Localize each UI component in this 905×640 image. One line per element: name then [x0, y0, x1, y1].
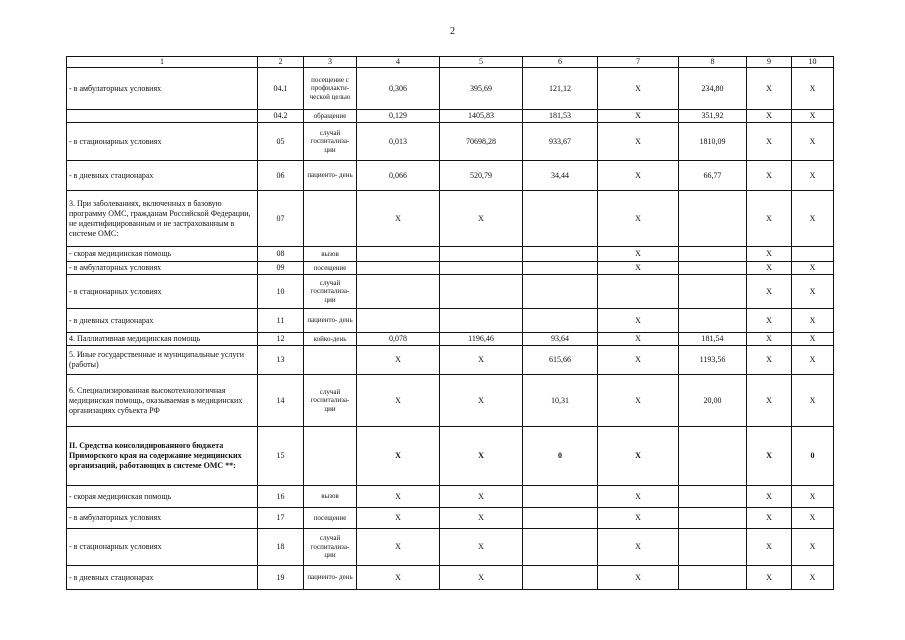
header-cell: 7	[598, 57, 679, 68]
value-cell	[679, 262, 747, 275]
value-cell: 18	[258, 529, 304, 566]
value-cell: X	[747, 309, 792, 333]
table-row	[67, 191, 834, 247]
value-cell: X	[357, 486, 440, 508]
value-cell: X	[747, 375, 792, 427]
value-cell: X	[792, 123, 834, 161]
unit-cell: случай госпитализа- ции	[304, 275, 357, 309]
value-cell: 1193,56	[679, 346, 747, 375]
value-cell: X	[440, 566, 523, 590]
value-cell	[679, 508, 747, 529]
value-cell	[679, 191, 747, 247]
value-cell: 11	[258, 309, 304, 333]
table-row	[67, 68, 834, 110]
value-cell	[523, 247, 598, 262]
row-label-cell: - в стационарных условиях	[67, 529, 258, 566]
value-cell: X	[747, 486, 792, 508]
value-cell: 0,129	[357, 110, 440, 123]
table-row	[67, 309, 834, 333]
table-row	[67, 123, 834, 161]
row-label-cell: - скорая медицинская помощь	[67, 486, 258, 508]
header-cell: 4	[357, 57, 440, 68]
value-cell: X	[747, 247, 792, 262]
value-cell: X	[440, 508, 523, 529]
table-row	[67, 427, 834, 486]
value-cell: X	[792, 566, 834, 590]
value-cell	[523, 486, 598, 508]
unit-cell: случай госпитализа- ции	[304, 123, 357, 161]
row-label-cell	[67, 110, 258, 123]
tariff-table	[66, 56, 834, 590]
value-cell: 933,67	[523, 123, 598, 161]
value-cell: 15	[258, 427, 304, 486]
value-cell	[357, 247, 440, 262]
row-label-cell: - в дневных стационарах	[67, 309, 258, 333]
unit-cell: пациенто- день	[304, 161, 357, 191]
value-cell	[679, 427, 747, 486]
value-cell: X	[598, 191, 679, 247]
value-cell: 70698,28	[440, 123, 523, 161]
value-cell: 351,92	[679, 110, 747, 123]
value-cell	[357, 275, 440, 309]
value-cell: X	[598, 68, 679, 110]
unit-cell: вызов	[304, 247, 357, 262]
value-cell	[523, 262, 598, 275]
unit-cell: посещение	[304, 508, 357, 529]
value-cell: 17	[258, 508, 304, 529]
value-cell: 181,54	[679, 333, 747, 346]
value-cell: X	[598, 529, 679, 566]
value-cell: 181,53	[523, 110, 598, 123]
value-cell	[679, 309, 747, 333]
value-cell: X	[598, 346, 679, 375]
table-row	[67, 247, 834, 262]
value-cell: X	[598, 262, 679, 275]
value-cell	[523, 529, 598, 566]
row-label-cell: - в стационарных условиях	[67, 123, 258, 161]
unit-cell	[304, 427, 357, 486]
value-cell: X	[598, 375, 679, 427]
unit-cell	[304, 346, 357, 375]
row-label-cell: II. Средства консолидированного бюджета Приморского края на содержание медицинских организаций, работающих в системе ОМС **:	[67, 427, 258, 486]
value-cell: 615,66	[523, 346, 598, 375]
table-row	[67, 529, 834, 566]
value-cell: X	[440, 346, 523, 375]
row-label-cell: 4. Паллиативная медицинская помощь	[67, 333, 258, 346]
value-cell	[523, 275, 598, 309]
value-cell: X	[357, 191, 440, 247]
header-row	[67, 57, 834, 68]
value-cell: X	[747, 68, 792, 110]
value-cell: 04.1	[258, 68, 304, 110]
value-cell: 395,69	[440, 68, 523, 110]
value-cell: 13	[258, 346, 304, 375]
value-cell: X	[440, 375, 523, 427]
value-cell: 05	[258, 123, 304, 161]
value-cell: X	[792, 262, 834, 275]
value-cell: X	[792, 68, 834, 110]
unit-cell: посещение	[304, 262, 357, 275]
table-row	[67, 110, 834, 123]
value-cell: X	[747, 161, 792, 191]
table-row	[67, 262, 834, 275]
value-cell: 66,77	[679, 161, 747, 191]
value-cell	[679, 275, 747, 309]
value-cell: X	[747, 191, 792, 247]
value-cell: X	[357, 375, 440, 427]
value-cell: X	[792, 508, 834, 529]
value-cell	[357, 262, 440, 275]
value-cell: X	[792, 346, 834, 375]
value-cell	[440, 309, 523, 333]
unit-cell: случай госпитализа- ции	[304, 375, 357, 427]
page-number: 2	[450, 26, 455, 37]
value-cell: 34,44	[523, 161, 598, 191]
value-cell: X	[792, 161, 834, 191]
unit-cell: койко-день	[304, 333, 357, 346]
row-label-cell: - в амбулаторных условиях	[67, 262, 258, 275]
value-cell: X	[440, 191, 523, 247]
value-cell: 09	[258, 262, 304, 275]
value-cell: 0	[792, 427, 834, 486]
value-cell	[523, 566, 598, 590]
value-cell: 07	[258, 191, 304, 247]
row-label-cell: - скорая медицинская помощь	[67, 247, 258, 262]
value-cell: X	[792, 375, 834, 427]
value-cell: 16	[258, 486, 304, 508]
table-row	[67, 333, 834, 346]
header-cell: 2	[258, 57, 304, 68]
value-cell: X	[357, 427, 440, 486]
value-cell: X	[792, 333, 834, 346]
value-cell	[679, 566, 747, 590]
value-cell	[440, 247, 523, 262]
header-cell: 6	[523, 57, 598, 68]
value-cell: 10,31	[523, 375, 598, 427]
value-cell: X	[747, 262, 792, 275]
value-cell: 93,64	[523, 333, 598, 346]
value-cell: X	[357, 508, 440, 529]
table-row	[67, 508, 834, 529]
table-row	[67, 346, 834, 375]
value-cell	[523, 309, 598, 333]
value-cell: X	[747, 566, 792, 590]
value-cell: X	[598, 123, 679, 161]
header-cell: 9	[747, 57, 792, 68]
value-cell: X	[357, 346, 440, 375]
value-cell: 20,00	[679, 375, 747, 427]
row-label-cell: 3. При заболеваниях, включенных в базовую программу ОМС, гражданам Российской Федерации, не идентифицированным и не застрахованным в системе ОМС:	[67, 191, 258, 247]
value-cell: X	[747, 529, 792, 566]
value-cell: 08	[258, 247, 304, 262]
row-label-cell: 5. Иные государственные и муниципальные услуги (работы)	[67, 346, 258, 375]
value-cell: X	[357, 529, 440, 566]
value-cell: X	[747, 110, 792, 123]
value-cell: 0,066	[357, 161, 440, 191]
value-cell	[679, 529, 747, 566]
value-cell: 1196,46	[440, 333, 523, 346]
value-cell: X	[598, 486, 679, 508]
table-row	[67, 161, 834, 191]
value-cell	[357, 309, 440, 333]
row-label-cell: - в стационарных условиях	[67, 275, 258, 309]
header-cell: 5	[440, 57, 523, 68]
value-cell	[523, 191, 598, 247]
table-row	[67, 566, 834, 590]
row-label-cell: - в амбулаторных условиях	[67, 508, 258, 529]
unit-cell	[304, 191, 357, 247]
value-cell: X	[792, 486, 834, 508]
table-row	[67, 275, 834, 309]
table-body	[67, 57, 834, 590]
value-cell	[440, 262, 523, 275]
row-label-cell: - в дневных стационарах	[67, 566, 258, 590]
value-cell: X	[598, 333, 679, 346]
value-cell	[440, 275, 523, 309]
header-cell: 3	[304, 57, 357, 68]
value-cell: 19	[258, 566, 304, 590]
value-cell: 121,12	[523, 68, 598, 110]
value-cell: X	[747, 346, 792, 375]
value-cell: 520,79	[440, 161, 523, 191]
value-cell: X	[598, 309, 679, 333]
value-cell: X	[792, 110, 834, 123]
value-cell: X	[747, 427, 792, 486]
value-cell: X	[440, 529, 523, 566]
value-cell: 10	[258, 275, 304, 309]
value-cell: X	[598, 247, 679, 262]
row-label-cell: - в дневных стационарах	[67, 161, 258, 191]
header-cell: 8	[679, 57, 747, 68]
unit-cell: пациенто- день	[304, 309, 357, 333]
value-cell: X	[747, 333, 792, 346]
value-cell: X	[792, 275, 834, 309]
value-cell: X	[598, 566, 679, 590]
value-cell	[679, 247, 747, 262]
value-cell: X	[747, 508, 792, 529]
value-cell: X	[747, 123, 792, 161]
value-cell: X	[792, 529, 834, 566]
header-cell: 1	[67, 57, 258, 68]
row-label-cell: 6. Специализированная высокотехнологичная медицинская помощь, оказываемая в медицинских организациях субъекта РФ	[67, 375, 258, 427]
value-cell: X	[598, 161, 679, 191]
value-cell: 0,013	[357, 123, 440, 161]
value-cell: X	[598, 508, 679, 529]
value-cell: 1810,09	[679, 123, 747, 161]
value-cell: 14	[258, 375, 304, 427]
value-cell: X	[598, 110, 679, 123]
unit-cell: обращение	[304, 110, 357, 123]
value-cell: 06	[258, 161, 304, 191]
unit-cell: вызов	[304, 486, 357, 508]
value-cell	[598, 275, 679, 309]
value-cell: X	[440, 486, 523, 508]
value-cell	[679, 486, 747, 508]
value-cell	[523, 508, 598, 529]
value-cell: X	[792, 309, 834, 333]
value-cell: X	[792, 191, 834, 247]
value-cell: 1405,83	[440, 110, 523, 123]
table-row	[67, 375, 834, 427]
value-cell: X	[598, 427, 679, 486]
value-cell: 0	[523, 427, 598, 486]
header-cell: 10	[792, 57, 834, 68]
unit-cell: пациенто- день	[304, 566, 357, 590]
row-label-cell: - в амбулаторных условиях	[67, 68, 258, 110]
value-cell: X	[747, 275, 792, 309]
value-cell: 0,306	[357, 68, 440, 110]
value-cell: X	[440, 427, 523, 486]
value-cell	[792, 247, 834, 262]
value-cell: 0,078	[357, 333, 440, 346]
value-cell: 12	[258, 333, 304, 346]
value-cell: 234,80	[679, 68, 747, 110]
unit-cell: случай госпитализа- ции	[304, 529, 357, 566]
value-cell: X	[357, 566, 440, 590]
value-cell: 04.2	[258, 110, 304, 123]
table-row	[67, 486, 834, 508]
unit-cell: посещение с профилакти- ческой целью	[304, 68, 357, 110]
